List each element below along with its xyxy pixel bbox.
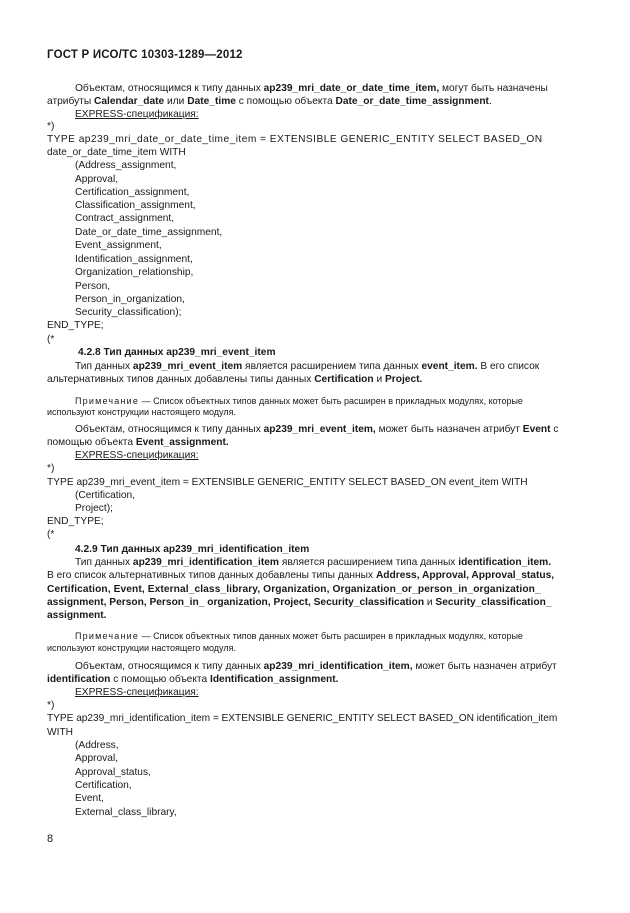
code-item: Project); — [75, 503, 113, 514]
code-item: Certification, — [75, 780, 132, 791]
paragraph-line: assignment. — [47, 610, 107, 621]
comment-open: (* — [47, 334, 55, 345]
code-item: Identification_assignment, — [75, 254, 193, 265]
code-item: Date_or_date_time_assignment, — [75, 227, 223, 238]
code-line: WITH — [47, 727, 74, 738]
paragraph-line: помощью объекта Event_assignment. — [47, 437, 229, 448]
note-line: используют конструкции настоящего модуля. — [47, 407, 236, 417]
code-end: END_TYPE; — [47, 320, 104, 331]
comment-close: *) — [47, 463, 55, 474]
code-end: END_TYPE; — [47, 516, 104, 527]
note: Примечание — Список объектных типов данных может быть расширен в прикладных модулях, которые — [75, 631, 523, 641]
code-item: Approval_status, — [75, 767, 151, 778]
paragraph-line: Тип данных ap239_mri_event_item является расширением типа данных event_item. В его список — [75, 361, 540, 372]
note-line: используют конструкции настоящего модуля. — [47, 643, 236, 653]
express-label: EXPRESS-спецификация: — [75, 687, 199, 698]
code-item: Certification_assignment, — [75, 187, 190, 198]
code-item: Contract_assignment, — [75, 213, 175, 224]
code-line: TYPE ap239_mri_date_or_date_time_item = EXTENSIBLE GENERIC_ENTITY SELECT BASED_ON — [47, 134, 543, 145]
code-item: External_class_library, — [75, 807, 177, 818]
comment-close: *) — [47, 121, 55, 132]
express-label: EXPRESS-спецификация: — [75, 450, 199, 461]
paragraph-line: Тип данных ap239_mri_identification_item является расширением типа данных identification_item. — [75, 557, 552, 568]
code-item: Event_assignment, — [75, 240, 162, 251]
comment-open: (* — [47, 529, 55, 540]
paragraph-line: assignment, Person, Person_in_ organization, Project, Security_classification и Security_classification_ — [47, 597, 552, 608]
code-item: (Address_assignment, — [75, 160, 177, 171]
paragraph-line: Certification, Event, External_class_library, Organization, Organization_or_person_in_organization_ — [47, 584, 541, 595]
paragraph-line: атрибуты Calendar_date или Date_time с помощью объекта Date_or_date_time_assignment. — [47, 96, 492, 107]
paragraph-line: альтернативных типов данных добавлены типы данных Certification и Project. — [47, 374, 423, 385]
paragraph-line: identification с помощью объекта Identification_assignment. — [47, 674, 339, 685]
paragraph-line: Объектам, относящимся к типу данных ap239_mri_event_item, может быть назначен атрибут Event с — [75, 424, 559, 435]
paragraph-line: Объектам, относящимся к типу данных ap239_mri_identification_item, может быть назначен атрибут — [75, 661, 557, 672]
note: Примечание — Список объектных типов данных может быть расширен в прикладных модулях, которые — [75, 396, 523, 406]
page-header: ГОСТ Р ИСО/ТС 10303-1289—2012 — [47, 49, 243, 61]
code-line: TYPE ap239_mri_identification_item = EXTENSIBLE GENERIC_ENTITY SELECT BASED_ON identification_item — [47, 713, 558, 724]
code-item: Classification_assignment, — [75, 200, 196, 211]
code-line: TYPE ap239_mri_event_item = EXTENSIBLE GENERIC_ENTITY SELECT BASED_ON event_item WITH — [47, 477, 528, 488]
section-heading-4-2-8: 4.2.8 Тип данных ap239_mri_event_item — [78, 347, 276, 358]
code-item: (Address, — [75, 740, 119, 751]
code-item: Person, — [75, 281, 111, 292]
code-item: Approval, — [75, 753, 119, 764]
code-item: Security_classification); — [75, 307, 182, 318]
section-heading-4-2-9: 4.2.9 Тип данных ap239_mri_identification_item — [75, 544, 310, 555]
code-item: Organization_relationship, — [75, 267, 194, 278]
code-line: date_or_date_time_item WITH — [47, 147, 186, 158]
express-label: EXPRESS-спецификация: — [75, 109, 199, 120]
paragraph-line: Объектам, относящимся к типу данных ap239_mri_date_or_date_time_item, могут быть назначены — [75, 83, 548, 94]
code-item: (Certification, — [75, 490, 136, 501]
code-item: Person_in_organization, — [75, 294, 185, 305]
comment-close: *) — [47, 700, 55, 711]
paragraph-line: В его список альтернативных типов данных добавлены типы данных Address, Approval, Approval_status, — [47, 570, 555, 581]
page-number: 8 — [47, 833, 54, 845]
code-item: Approval, — [75, 174, 119, 185]
code-item: Event, — [75, 793, 104, 804]
